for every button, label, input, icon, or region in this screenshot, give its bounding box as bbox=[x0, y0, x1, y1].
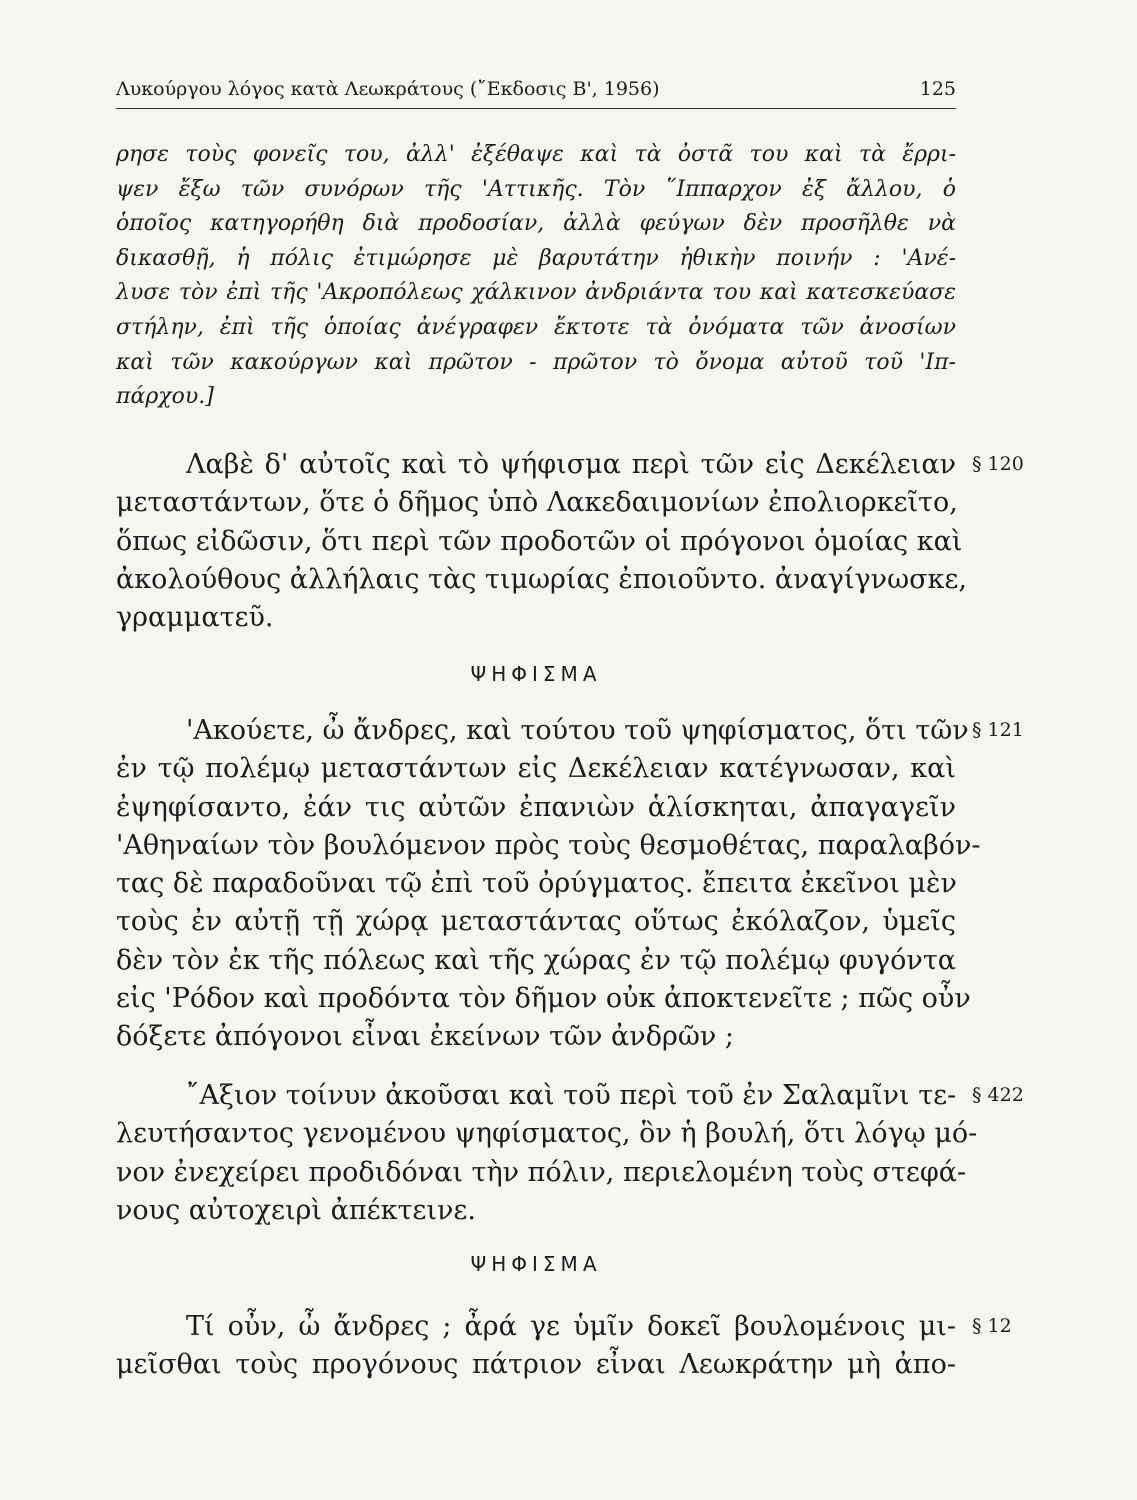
section-marker-120: § 120 bbox=[972, 453, 1024, 475]
text-line: ἐψηφίσαντο, ἐάν τις αὐτῶν ἐπανιὼν ἁλίσκηται, ἀπαγαγεῖν bbox=[116, 791, 956, 823]
paragraph-120 bbox=[116, 446, 967, 637]
section-marker-121: § 121 bbox=[972, 719, 1024, 741]
text-line: 'Ακούετε, ὦ ἄνδρες, καὶ τούτου τοῦ ψηφίσματος, ὅτι τῶν bbox=[186, 715, 969, 746]
commentary-line: ρησε τοὺς φονεῖς του, ἀλλ' ἐξέθαψε καὶ τὰ ὀστᾶ του καὶ τὰ ἔρρι- bbox=[116, 142, 956, 167]
text-line: γραμματεῦ. bbox=[116, 602, 274, 634]
text-line: δὲν τὸν ἐκ τῆς πόλεως καὶ τῆς χώρας ἐν τῷ πολέμῳ φυγόντα bbox=[116, 944, 956, 976]
commentary-block bbox=[116, 138, 956, 415]
paragraph-122 bbox=[116, 1077, 978, 1230]
text-line: ὅπως εἰδῶσιν, ὅτι περὶ τῶν προδοτῶν οἱ πρόγονοι ὁμοίας καὶ bbox=[116, 525, 963, 557]
text-line: μεταστάντων, ὅτε ὁ δῆμος ὑπὸ Λακεδαιμονίων ἐπολιορκεῖτο, bbox=[116, 487, 958, 519]
text-line: εἰς 'Ρόδον καὶ προδόντα τὸν δῆμον οὐκ ἀποκτενεῖτε ; πῶς οὖν bbox=[116, 983, 971, 1015]
text-line: λευτήσαντος γενομένου ψηφίσματος, ὃν ἡ βουλή, ὅτι λόγῳ μό- bbox=[116, 1118, 978, 1150]
commentary-line: λυσε τὸν ἐπὶ τῆς 'Ακροπόλεως χάλκινον ἀνδριάντα του καὶ κατεσκεύασε bbox=[116, 280, 956, 306]
psephisma-heading: ΨΗΦΙΣΜΑ bbox=[470, 662, 602, 686]
text-line: τας δὲ παραδοῦναι τῷ ἐπὶ τοῦ ὀρύγματος. ἔπειτα ἐκεῖνοι μὲν bbox=[116, 868, 957, 900]
section-marker-123: § 12 bbox=[972, 1315, 1012, 1337]
page-number: 125 bbox=[919, 78, 956, 100]
text-line: 'Αθηναίων τὸν βουλόμενον πρὸς τοὺς θεσμοθέτας, παραλαβόν- bbox=[116, 829, 981, 861]
text-line: μεῖσθαι τοὺς προγόνους πάτριον εἶναι Λεωκράτην μὴ ἀπο- bbox=[116, 1349, 956, 1381]
text-line: Λαβὲ δ' αὐτοῖς καὶ τὸ ψήφισμα περὶ τῶν εἰς Δεκέλειαν bbox=[186, 449, 956, 480]
running-title: Λυκούργου λόγος κατὰ Λεωκράτους (῎Εκδοσις Β', 1956) bbox=[116, 78, 660, 100]
commentary-line: στήλην, ἐπὶ τῆς ὁποίας ἀνέγραφεν ἔκτοτε τὰ ὀνόματα τῶν ἀνοσίων bbox=[116, 314, 956, 340]
text-line: ἀκολούθους ἀλλήλαις τὰς τιμωρίας ἐποιοῦντο. ἀναγίγνωσκε, bbox=[116, 563, 967, 595]
commentary-line: δικασθῇ, ἡ πόλις ἐτιμώρησε μὲ βαρυτάτην ἠθικὴν ποινήν : 'Ανέ- bbox=[116, 245, 956, 271]
section-marker-122: § 422 bbox=[972, 1084, 1024, 1106]
psephisma-heading: ΨΗΦΙΣΜΑ bbox=[470, 1252, 602, 1276]
text-line: δόξετε ἀπόγονοι εἶναι ἐκείνων τῶν ἀνδρῶν ; bbox=[116, 1021, 734, 1053]
paragraph-121 bbox=[116, 712, 981, 1057]
commentary-line: ψεν ἔξω τῶν συνόρων τῆς 'Αττικῆς. Τὸν ῞Ιππαρχον ἐξ ἄλλου, ὁ bbox=[116, 176, 956, 202]
text-line: νον ἐνεχείρει προδιδόναι τὴν πόλιν, περιελομένη τοὺς στεφά- bbox=[116, 1156, 967, 1188]
text-line: Τί οὖν, ὦ ἄνδρες ; ἆρά γε ὑμῖν δοκεῖ βουλομένοις μι- bbox=[186, 1311, 956, 1342]
commentary-line: πάρχου.] bbox=[116, 384, 214, 410]
paragraph-123 bbox=[116, 1308, 956, 1385]
text-line: τοὺς ἐν αὐτῇ τῇ χώρᾳ μεταστάντας οὕτως ἐκόλαζον, ὑμεῖς bbox=[116, 906, 956, 938]
commentary-line: ὁποῖος κατηγορήθη διὰ προδοσίαν, ἀλλὰ φεύγων δὲν προσῆλθε νὰ bbox=[116, 211, 956, 237]
text-line: νους αὐτοχειρὶ ἀπέκτεινε. bbox=[116, 1194, 476, 1226]
text-line: ῎Αξιον τοίνυν ἀκοῦσαι καὶ τοῦ περὶ τοῦ ἐν Σαλαμῖνι τε- bbox=[186, 1080, 957, 1111]
text-line: ἐν τῷ πολέμῳ μεταστάντων εἰς Δεκέλειαν κατέγνωσαν, καὶ bbox=[116, 753, 956, 785]
commentary-line: καὶ τῶν κακούργων καὶ πρῶτον - πρῶτον τὸ ὄνομα αὐτοῦ τοῦ 'Ιπ- bbox=[116, 349, 956, 375]
running-head bbox=[116, 74, 956, 109]
